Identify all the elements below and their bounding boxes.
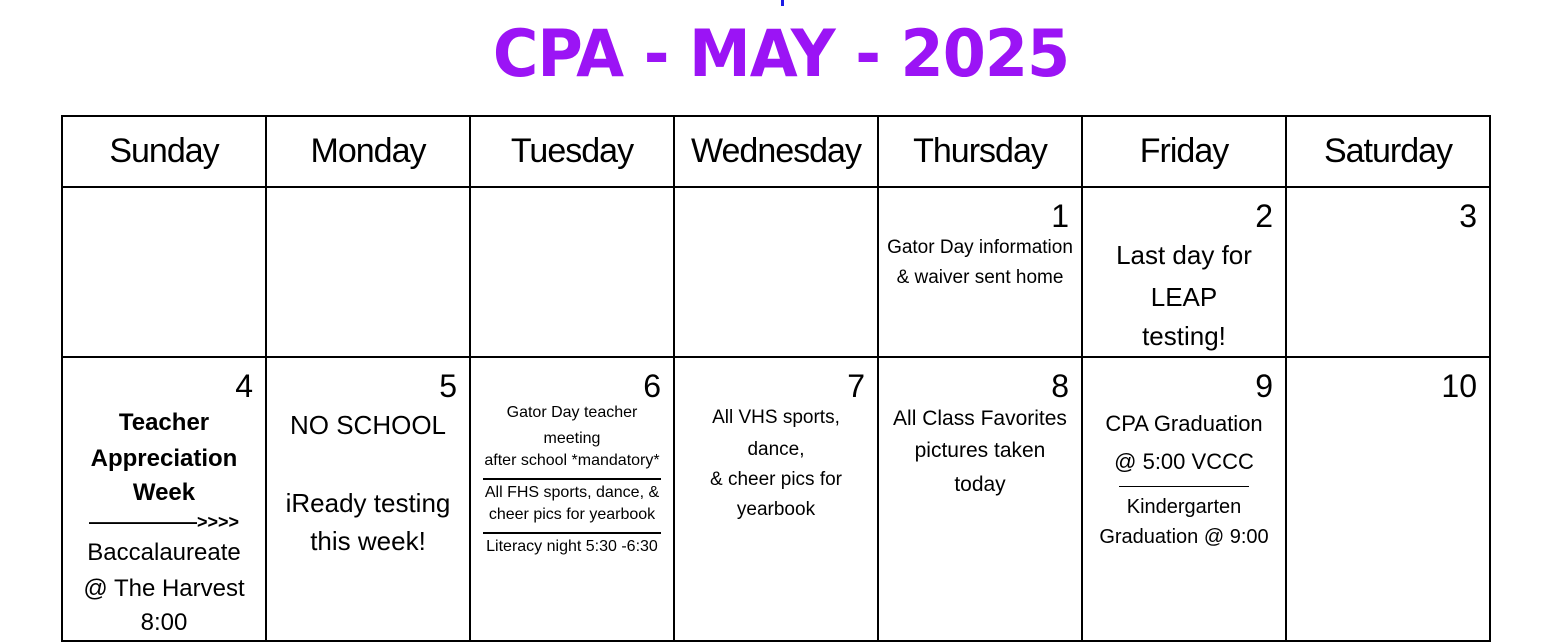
day-cell-empty xyxy=(674,187,878,357)
day-number: 4 xyxy=(235,368,253,404)
day-cell-8 xyxy=(878,357,1082,641)
event-text: @ 5:00 VCCC xyxy=(1114,449,1254,474)
day-cell-empty xyxy=(266,187,470,357)
event-text: Gator Day teacher meeting xyxy=(506,404,638,447)
day-number: 5 xyxy=(439,368,457,404)
event-text: CPA Graduation xyxy=(1105,411,1263,436)
day-number: 6 xyxy=(643,368,661,404)
day-header-friday: Friday xyxy=(1082,116,1286,187)
arrow-divider: ——————>>>> xyxy=(88,512,240,532)
day-cell-9 xyxy=(1082,357,1286,641)
event-text: Appreciation Week xyxy=(90,445,238,506)
event-text: after school *mandatory* xyxy=(484,452,660,469)
day-cell-4 xyxy=(62,357,266,641)
event-text: Last day for LEAP xyxy=(1116,240,1252,312)
event-text: cheer pics for yearbook xyxy=(488,506,656,523)
top-mark xyxy=(781,0,784,6)
event-text: this week! xyxy=(310,526,426,556)
event-text: Baccalaureate xyxy=(87,539,241,566)
day-header-row xyxy=(62,116,1490,187)
day-number: 8 xyxy=(1051,368,1069,404)
page-title: CPA - MAY - 2025 xyxy=(492,15,1070,92)
day-header-monday: Monday xyxy=(266,116,470,187)
day-header-sunday: Sunday xyxy=(62,116,266,187)
day-cell-3 xyxy=(1286,187,1490,357)
event-text: Teacher xyxy=(118,409,210,436)
day-header-thursday: Thursday xyxy=(878,116,1082,187)
day-number: 10 xyxy=(1441,368,1477,404)
day-cell-7 xyxy=(674,357,878,641)
day-cell-1 xyxy=(878,187,1082,357)
day-cell-10 xyxy=(1286,357,1490,641)
event-text: @ The Harvest 8:00 xyxy=(83,575,245,636)
day-cell-2 xyxy=(1082,187,1286,357)
day-number: 7 xyxy=(847,368,865,404)
event-text: All VHS sports, dance, xyxy=(712,407,840,460)
week-row-2 xyxy=(62,357,1490,641)
event-text: Graduation @ 9:00 xyxy=(1099,526,1269,548)
event-text: iReady testing xyxy=(285,488,451,518)
day-header-saturday: Saturday xyxy=(1286,116,1490,187)
event-text: & waiver sent home xyxy=(896,267,1064,288)
week-row-1 xyxy=(62,187,1490,357)
day-cell-empty xyxy=(470,187,674,357)
day-number: 1 xyxy=(1051,198,1069,234)
day-cell-6 xyxy=(470,357,674,641)
event-text: pictures taken today xyxy=(914,439,1046,496)
day-cell-empty xyxy=(62,187,266,357)
event-text: All Class Favorites xyxy=(893,407,1067,430)
day-header-tuesday: Tuesday xyxy=(470,116,674,187)
event-text: Gator Day information xyxy=(887,237,1073,258)
calendar-grid xyxy=(61,115,1491,642)
day-number: 9 xyxy=(1255,368,1273,404)
event-text: NO SCHOOL xyxy=(289,410,447,440)
event-text: All FHS sports, dance, & xyxy=(484,484,660,501)
day-number: 2 xyxy=(1255,198,1273,234)
event-text: & cheer pics for xyxy=(710,469,842,490)
divider xyxy=(1119,486,1249,487)
event-text: Kindergarten xyxy=(1126,496,1242,518)
event-text: yearbook xyxy=(736,499,816,520)
day-header-wednesday: Wednesday xyxy=(674,116,878,187)
day-cell-5 xyxy=(266,357,470,641)
event-text: Literacy night 5:30 -6:30 xyxy=(486,538,658,555)
day-number: 3 xyxy=(1459,198,1477,234)
event-text: testing! xyxy=(1142,321,1226,351)
